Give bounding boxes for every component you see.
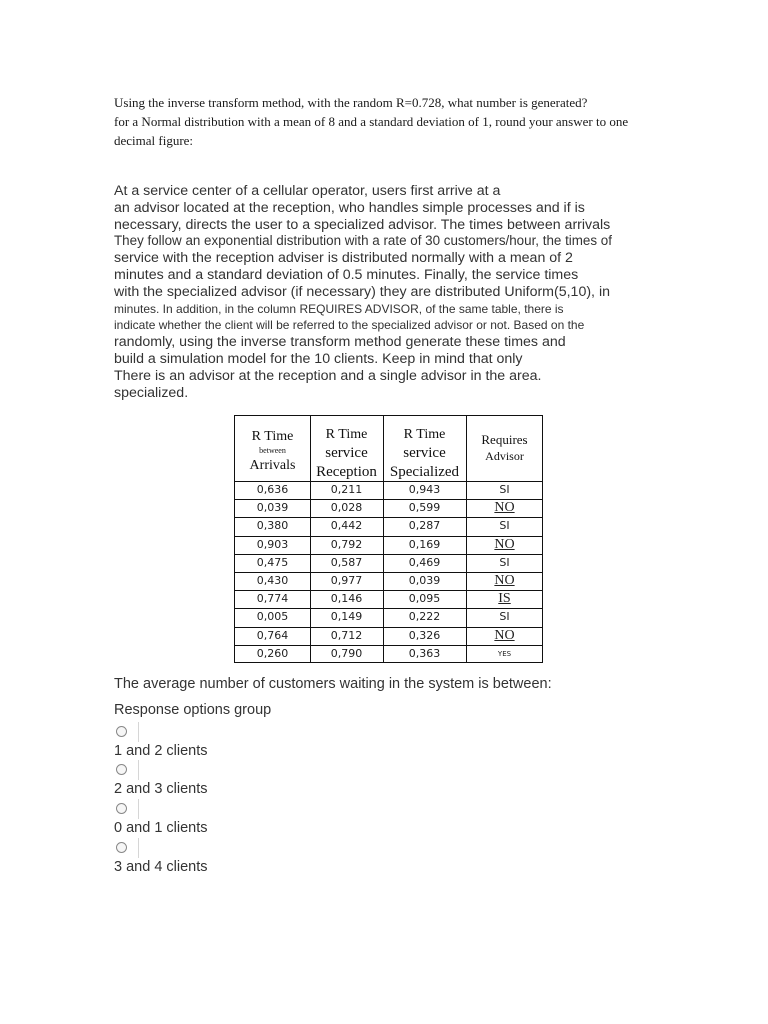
table-row-divider <box>235 572 542 573</box>
radio-button[interactable] <box>116 726 127 737</box>
table-cell-reception: 0,977 <box>330 574 363 587</box>
option-4[interactable] <box>114 838 314 876</box>
table-row-divider <box>235 627 542 628</box>
table-cell-specialized: 0,326 <box>408 629 441 642</box>
table-cell-advisor: NO <box>494 537 515 552</box>
table-cell-reception: 0,211 <box>330 483 363 496</box>
table-cell-arrivals: 0,430 <box>256 574 289 587</box>
header-text: Specialized <box>389 464 460 480</box>
option-3[interactable] <box>114 799 314 837</box>
table-cell-advisor: IS <box>498 591 511 606</box>
question-2-line: randomly, using the inverse transform method generate these times and <box>114 334 566 351</box>
question-2-line: minutes and a standard deviation of 0.5 minutes. Finally, the service times <box>114 266 579 283</box>
table-cell-advisor: SI <box>499 610 510 623</box>
table-cell-arrivals: 0,380 <box>256 519 289 532</box>
table-cell-arrivals: 0,039 <box>256 501 289 514</box>
table-cell-reception: 0,790 <box>330 647 363 660</box>
option-label[interactable]: 3 and 4 clients <box>114 859 208 875</box>
table-cell-specialized: 0,095 <box>408 592 441 605</box>
question-1-line: decimal figure: <box>114 133 194 148</box>
table-cell-advisor: NO <box>494 500 515 515</box>
option-label[interactable]: 2 and 3 clients <box>114 781 208 797</box>
header-text: service <box>325 445 368 461</box>
question-2-line: minutes. In addition, in the column REQUIRES ADVISOR, of the same table, there is <box>114 301 564 316</box>
table-cell-reception: 0,028 <box>330 501 363 514</box>
table-cell-arrivals: 0,005 <box>256 610 289 623</box>
radio-container[interactable] <box>114 838 139 858</box>
question-2-line: with the specialized advisor (if necessary) they are distributed Uniform(5,10), in <box>114 283 610 300</box>
header-text: Reception <box>316 464 377 480</box>
radio-button[interactable] <box>116 803 127 814</box>
table-cell-specialized: 0,943 <box>408 483 441 496</box>
table-cell-advisor: SI <box>499 483 510 496</box>
question-2-line: build a simulation model for the 10 clients. Keep in mind that only <box>114 350 523 367</box>
table-cell-specialized: 0,599 <box>408 501 441 514</box>
table-row-divider <box>235 536 542 537</box>
question-2-line: an advisor located at the reception, who handles simple processes and if is <box>114 199 585 216</box>
question-1 <box>114 93 654 150</box>
table-cell-reception: 0,146 <box>330 592 363 605</box>
table-cell-specialized: 0,469 <box>408 556 441 569</box>
table-cell-arrivals: 0,774 <box>256 592 289 605</box>
table-cell-specialized: 0,287 <box>408 519 441 532</box>
header-text: R Time <box>403 427 446 442</box>
table-cell-reception: 0,712 <box>330 629 363 642</box>
table-row-divider <box>235 645 542 646</box>
radio-container[interactable] <box>114 799 139 819</box>
response-options-label: Response options group <box>114 702 272 718</box>
table-cell-advisor: NO <box>494 628 515 643</box>
table-cell-arrivals: 0,903 <box>256 538 289 551</box>
table-cell-reception: 0,587 <box>330 556 363 569</box>
question-2-line: There is an advisor at the reception and a single advisor in the area. <box>114 367 542 384</box>
table-cell-advisor: YES <box>497 650 512 658</box>
table-cell-advisor: SI <box>499 519 510 532</box>
table-cell-arrivals: 0,475 <box>256 556 289 569</box>
header-text: service <box>403 445 446 461</box>
table-row-divider <box>235 554 542 555</box>
radio-container[interactable] <box>114 760 139 780</box>
header-text: Arrivals <box>249 458 296 473</box>
table-cell-reception: 0,149 <box>330 610 363 623</box>
question-1-line: for a Normal distribution with a mean of 8 and a standard deviation of 1, round your answer to one <box>114 114 629 129</box>
header-reception <box>310 425 383 482</box>
question-2-line: service with the reception adviser is distributed normally with a mean of 2 <box>114 250 573 267</box>
table-cell-arrivals: 0,764 <box>256 629 289 642</box>
option-1[interactable] <box>114 722 314 760</box>
question-2-line: specialized. <box>114 384 189 401</box>
table-cell-specialized: 0,363 <box>408 647 441 660</box>
question-2-line: They follow an exponential distribution with a rate of 30 customers/hour, the times of <box>114 233 612 249</box>
option-label[interactable]: 0 and 1 clients <box>114 820 208 836</box>
question-1-line: Using the inverse transform method, with the random R=0.728, what number is generated? <box>114 95 588 110</box>
question-3-text: The average number of customers waiting in the system is between: <box>114 676 552 692</box>
header-text: between <box>259 446 286 455</box>
table-cell-arrivals: 0,260 <box>256 647 289 660</box>
table-cell-arrivals: 0,636 <box>256 483 289 496</box>
option-label[interactable]: 1 and 2 clients <box>114 743 208 759</box>
header-text: R Time <box>251 429 294 444</box>
random-numbers-table <box>234 415 543 663</box>
radio-button[interactable] <box>116 842 127 853</box>
table-cell-advisor: NO <box>494 573 515 588</box>
table-cell-reception: 0,442 <box>330 519 363 532</box>
header-arrivals <box>235 427 310 475</box>
header-text: R Time <box>325 427 368 442</box>
radio-button[interactable] <box>116 764 127 775</box>
question-2-line: indicate whether the client will be referred to the specialized advisor or not. Based on the <box>114 318 585 333</box>
table-cell-advisor: SI <box>499 556 510 569</box>
question-2-line: necessary, directs the user to a specialized advisor. The times between arrivals <box>114 216 611 233</box>
header-requires-advisor <box>466 432 543 464</box>
header-text: Requires <box>481 432 528 447</box>
question-2-line: At a service center of a cellular operator, users first arrive at a <box>114 183 501 199</box>
header-text: Advisor <box>485 449 524 463</box>
question-2 <box>114 183 654 401</box>
table-cell-specialized: 0,039 <box>408 574 441 587</box>
table-cell-reception: 0,792 <box>330 538 363 551</box>
table-row-divider <box>235 499 542 500</box>
table-cell-specialized: 0,169 <box>408 538 441 551</box>
table-row-divider <box>235 590 542 591</box>
table-row-divider <box>235 608 542 609</box>
radio-container[interactable] <box>114 722 139 742</box>
table-row-divider <box>235 517 542 518</box>
table-cell-specialized: 0,222 <box>408 610 441 623</box>
header-specialized <box>383 425 466 482</box>
option-2[interactable] <box>114 760 314 798</box>
